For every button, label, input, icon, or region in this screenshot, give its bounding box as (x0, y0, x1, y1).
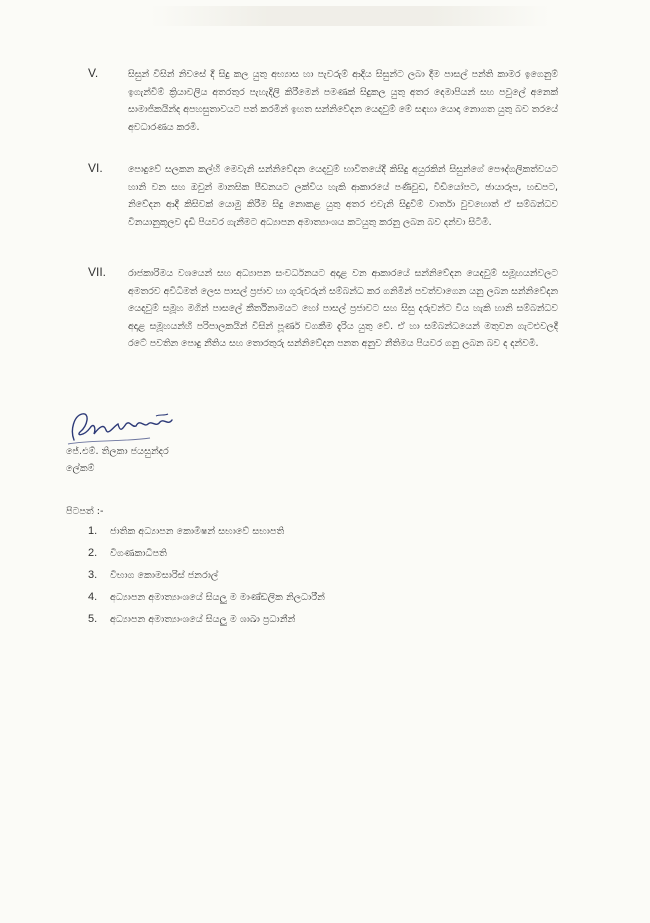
list-item (88, 564, 418, 586)
section-number: VI. (88, 161, 103, 175)
list-item-number: 1. (88, 525, 98, 537)
section-text: පොදුවේ සලකන කල්හි මෙවැනි සන්නිවේදන යෙදවුම් භාවිතයේදී කිසිදු අයුරකින් සිසුන්ගේ පෞද්ගලිකත්වයට හානි වන සහ ඔවුන් මානසික පීඩනයට ලක්විය හැකි ආකාරයේ පණිවුඩ, වීඩියෝපට, ඡායාරූප, හඬපට, නිවේදන ආදී කිසිවක් යොමු කිරීම සිදු නොකළ යුතු අතර එවැනි සිදුවීම් වාර්තා වුවහොත් ඒ සම්බන්ධව විනයානුකූලව දැඩි පියවර ගැනීමට අධ්‍යාපන අමාත්‍යාංශය කටයුතු කරනු ලබන බව දන්වා සිටිමි. (128, 164, 558, 228)
list-item (88, 608, 418, 630)
section-number: VII. (88, 265, 107, 279)
copies-heading: පිටපත් :- (66, 506, 104, 517)
list-item (88, 520, 418, 542)
list-item (88, 542, 418, 564)
list-item-text: අධ්‍යාපන අමාත්‍යාංශයේ සියලු ම මාණ්ඩලික නිලධාරීන් (110, 591, 325, 603)
section-v (88, 66, 558, 136)
section-text: රාජකාරිමය වශයෙන් සහ අධ්‍යාපන සංවර්ධනයට අදාළ වන ආකාරයේ සන්නිවේදන යෙදවුම් සමූහයන්වලට අමතරව අවිධිමත් ලෙස පාසල් ප්‍රජාව හා ගුරුවරුන් සම්බන්ධ කර ගනිමින් පවත්වාගෙන යනු ලබන සන්නිවේදන යෙදවුම් සමූහ මගින් පාසලේ කීර්තිනාමයට හෝ පාසල් ප්‍රජාවට සහ සිසු දරුවන්ට විය හැකි හානි සම්බන්ධව අදාළ සමූහයන්හි පරිපාලකයින් විසින් පූර්ණ වගකීම දැරිය යුතු වේ. ඒ හා සම්බන්ධයෙන් මතුවන ගැටළුවලදී රටේ පවතින පොදු නීතිය සහ තොරතුරු සන්නිවේදන පනත අනුව නීතිමය පියවර ගනු ලබන බව ද දන්වමි. (128, 268, 558, 350)
section-text: සිසුන් විසින් නිවසේ දී සිදු කල යුතු අභ්‍යාස හා පැවරුම් ආදිය සිසුන්ට ලබා දීම පාසල් පන්ති කාමර ඉගෙනුම් ඉගැන්වීම් ක්‍රියාවලිය අතරතුර පැහැදිලි කිරීමෙන් පමණක් සිදුකල යුතු අතර දෙමාපියන් සහ පවුලේ අනෙක් සාමාජිකයින්ද අපහසුතාවයට පත් කරමින් ඉහත සන්නිවේදන යෙදවුම් මේ සඳහා යොදා නොගත යුතු බව තරයේ අවධාරණය කරමි. (128, 69, 558, 133)
section-vii (88, 265, 558, 353)
list-item-text: ජාතික අධ්‍යාපන කොමිෂන් සභාවේ සභාපති (110, 525, 285, 537)
list-item-text: අධ්‍යාපන අමාත්‍යාංශයේ සියලු ම ශාඛා ප්‍රධානීන් (110, 613, 296, 625)
signatory-title: ලේකම් (66, 463, 95, 474)
copies-list (88, 520, 418, 630)
list-item (88, 586, 418, 608)
list-item-text: විගණකාධිපති (110, 547, 167, 559)
list-item-number: 4. (88, 591, 98, 603)
list-item-number: 5. (88, 613, 98, 625)
section-vi (88, 161, 558, 231)
signature-image (60, 406, 190, 450)
list-item-number: 3. (88, 569, 98, 581)
signatory-name: ජේ.එම්. තිලකා ජයසුන්දර (66, 446, 169, 457)
list-item-text: විභාග කොමසාරිස් ජනරාල් (110, 569, 219, 581)
list-item-number: 2. (88, 547, 98, 559)
section-number: V. (88, 66, 99, 80)
scan-artifact (150, 6, 550, 26)
